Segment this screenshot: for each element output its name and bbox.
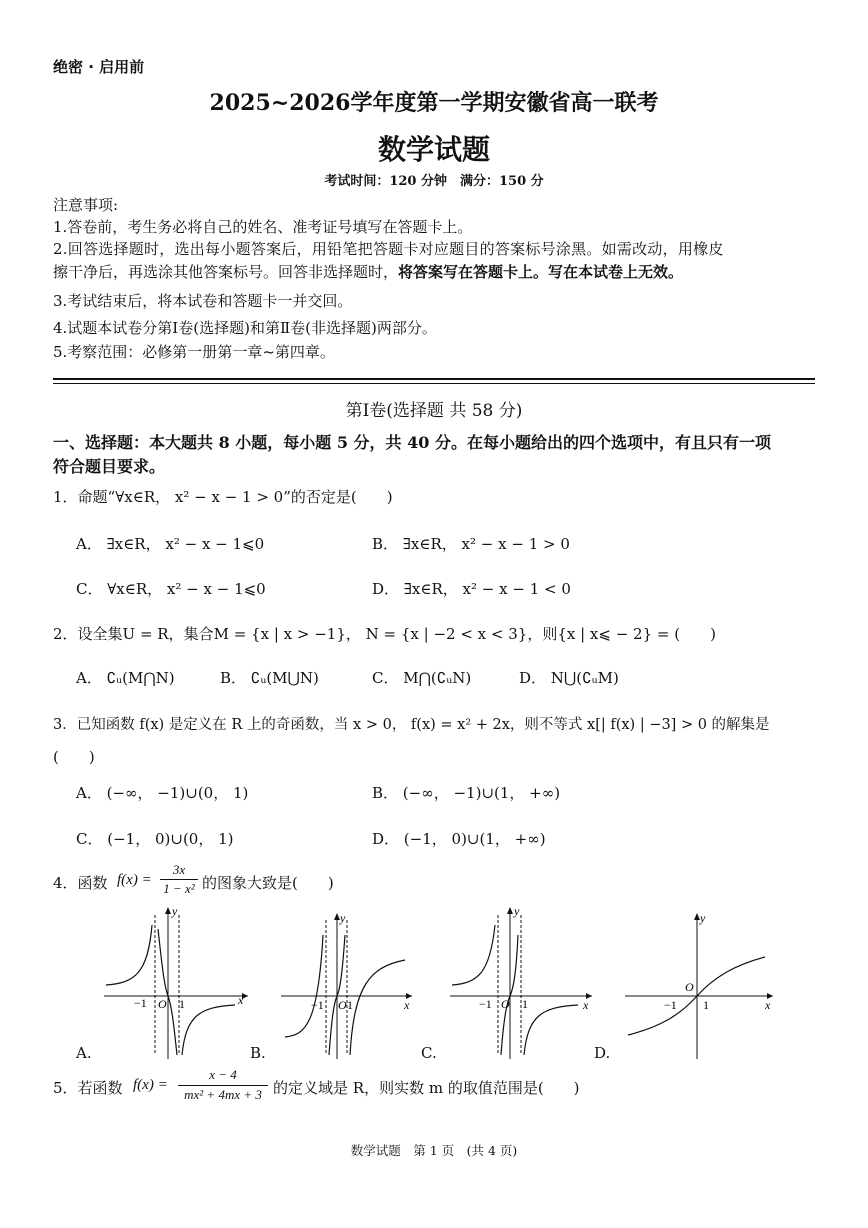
q2-option-a: A． ∁ᵤ(M⋂N) (76, 669, 175, 687)
y-label: y (700, 911, 706, 925)
divider-bottom (53, 383, 815, 384)
curve-left (285, 935, 323, 1037)
x-label: x (765, 998, 771, 1012)
q2-option-c: C． M⋂(∁ᵤN) (372, 669, 472, 687)
q2-stem: 2．设全集U = R，集合M = {x | x > −1}， N = {x | −2 < x < 3}，则{x | x⩽ − 2} = ( ) (53, 625, 716, 643)
q3-option-a: A． (−∞， −1)∪(0， 1) (76, 784, 249, 802)
q5-stem-post: 的定义域是 R，则实数 m 的取值范围是( ) (273, 1079, 580, 1097)
note-2c-emphasis: 将答案写在答题卡上。写在本试卷上无效。 (398, 263, 684, 281)
note-1: 1.答卷前，考生务必将自己的姓名、准考证号填写在答题卡上。 (53, 218, 473, 236)
q1-option-b: B． ∃x∈R， x² − x − 1 > 0 (372, 535, 570, 553)
q5-numerator: x − 4 (209, 1067, 237, 1082)
q2-option-d: D． N⋃(∁ᵤM) (519, 669, 619, 687)
q4-label-a: A. (76, 1044, 92, 1062)
tick-neg-1: −1 (311, 998, 324, 1012)
y-label: y (340, 911, 346, 925)
note-2b-text: 擦干净后，再选涂其他答案标号。回答非选择题时， (53, 263, 399, 281)
origin-label: O (685, 980, 694, 994)
q4-label-b: B. (250, 1044, 266, 1062)
curve-left (106, 925, 152, 985)
q4-numerator: 3x (172, 862, 186, 877)
tick-neg-1: −1 (479, 997, 492, 1011)
q1-stem: 1．命题“∀x∈R， x² − x − 1 > 0”的否定是( ) (53, 488, 393, 506)
note-5: 5.考察范围：必修第一册第一章~第四章。 (53, 343, 335, 361)
tick-pos-1: 1 (179, 997, 185, 1011)
y-axis-arrow-icon (507, 907, 513, 914)
q5-fraction-bar (178, 1085, 268, 1086)
y-label: y (514, 904, 520, 918)
q3-option-c: C． (−1， 0)∪(0， 1) (76, 830, 234, 848)
q1-option-a: A． ∃x∈R， x² − x − 1⩽0 (76, 535, 265, 553)
q2-option-b: B． ∁ᵤ(M⋃N) (220, 669, 319, 687)
section-title: 第Ⅰ卷(选择题 共 58 分) (345, 401, 523, 421)
subject-title: 数学试题 (377, 133, 490, 166)
exam-title: 2025~2026学年度第一学期安徽省高一联考 (209, 90, 659, 116)
q4-stem-pre: 4．函数 (53, 874, 108, 892)
tick-neg-1: −1 (134, 996, 147, 1010)
note-2b (53, 261, 683, 282)
curve-left (452, 925, 495, 985)
page-footer: 数学试题 第 1 页 (共 4 页) (350, 1143, 518, 1158)
note-3: 3.考试结束后，将本试卷和答题卡一并交回。 (53, 292, 353, 310)
curve-right (182, 1005, 235, 1055)
y-axis-arrow-icon (165, 907, 171, 914)
origin-label: O (338, 998, 347, 1012)
section-intro-1: 一、选择题：本大题共 8 小题，每小题 5 分，共 40 分。在每小题给出的四个选项中，有且只有一项 (53, 433, 771, 452)
q4-stem-post: 的图象大致是( ) (202, 874, 334, 892)
q5-func: f(x) = (133, 1077, 168, 1093)
note-2a: 2.回答选择题时，选出每小题答案后，用铅笔把答题卡对应题目的答案标号涂黑。如需改动，用橡皮 (53, 240, 724, 258)
notes-heading: 注意事项: (53, 196, 119, 214)
q1-option-d: D． ∃x∈R， x² − x − 1 < 0 (372, 580, 571, 598)
exam-meta: 考试时间：120 分钟 满分：150 分 (324, 174, 544, 189)
q4-func: f(x) = (117, 872, 152, 888)
q1-option-c: C． ∀x∈R， x² − x − 1⩽0 (76, 580, 266, 598)
graph-a (104, 904, 248, 1059)
tick-neg-1: −1 (664, 998, 677, 1012)
graph-b (281, 911, 412, 1059)
q4-fraction-bar (160, 879, 198, 880)
origin-label: O (501, 997, 510, 1011)
q3-stem-line2: ( ) (53, 748, 95, 766)
q3-stem-line1: 3．已知函数 f(x) 是定义在 R 上的奇函数，当 x > 0， f(x) = x² + 2x，则不等式 x[| f(x) | −3] > 0 的解集是 (53, 717, 770, 733)
note-4: 4.试题本试卷分第Ⅰ卷(选择题)和第Ⅱ卷(非选择题)两部分。 (53, 319, 437, 337)
q3-option-b: B． (−∞， −1)∪(1， +∞) (372, 784, 561, 802)
q5-stem-pre: 5．若函数 (53, 1079, 123, 1097)
x-label: x (238, 993, 244, 1007)
divider-top (53, 378, 815, 380)
origin-label: O (158, 997, 167, 1011)
curve-right (524, 1005, 578, 1055)
q4-label-c: C. (421, 1044, 437, 1062)
y-label: y (172, 904, 178, 918)
x-label: x (583, 998, 589, 1012)
q4-denominator: 1 − x² (163, 881, 195, 896)
curve-right (350, 960, 405, 1055)
tick-pos-1: 1 (347, 998, 353, 1012)
x-label: x (404, 998, 410, 1012)
q4-label-d: D. (594, 1044, 611, 1062)
tick-pos-1: 1 (703, 998, 709, 1012)
graph-d (625, 911, 773, 1059)
tick-pos-1: 1 (522, 997, 528, 1011)
confidential-label: 绝密 · 启用前 (53, 58, 145, 76)
q5-denominator: mx² + 4mx + 3 (184, 1087, 262, 1102)
graph-c (450, 904, 592, 1059)
section-intro-2: 符合题目要求。 (53, 457, 166, 476)
q3-option-d: D． (−1， 0)∪(1， +∞) (372, 830, 546, 848)
